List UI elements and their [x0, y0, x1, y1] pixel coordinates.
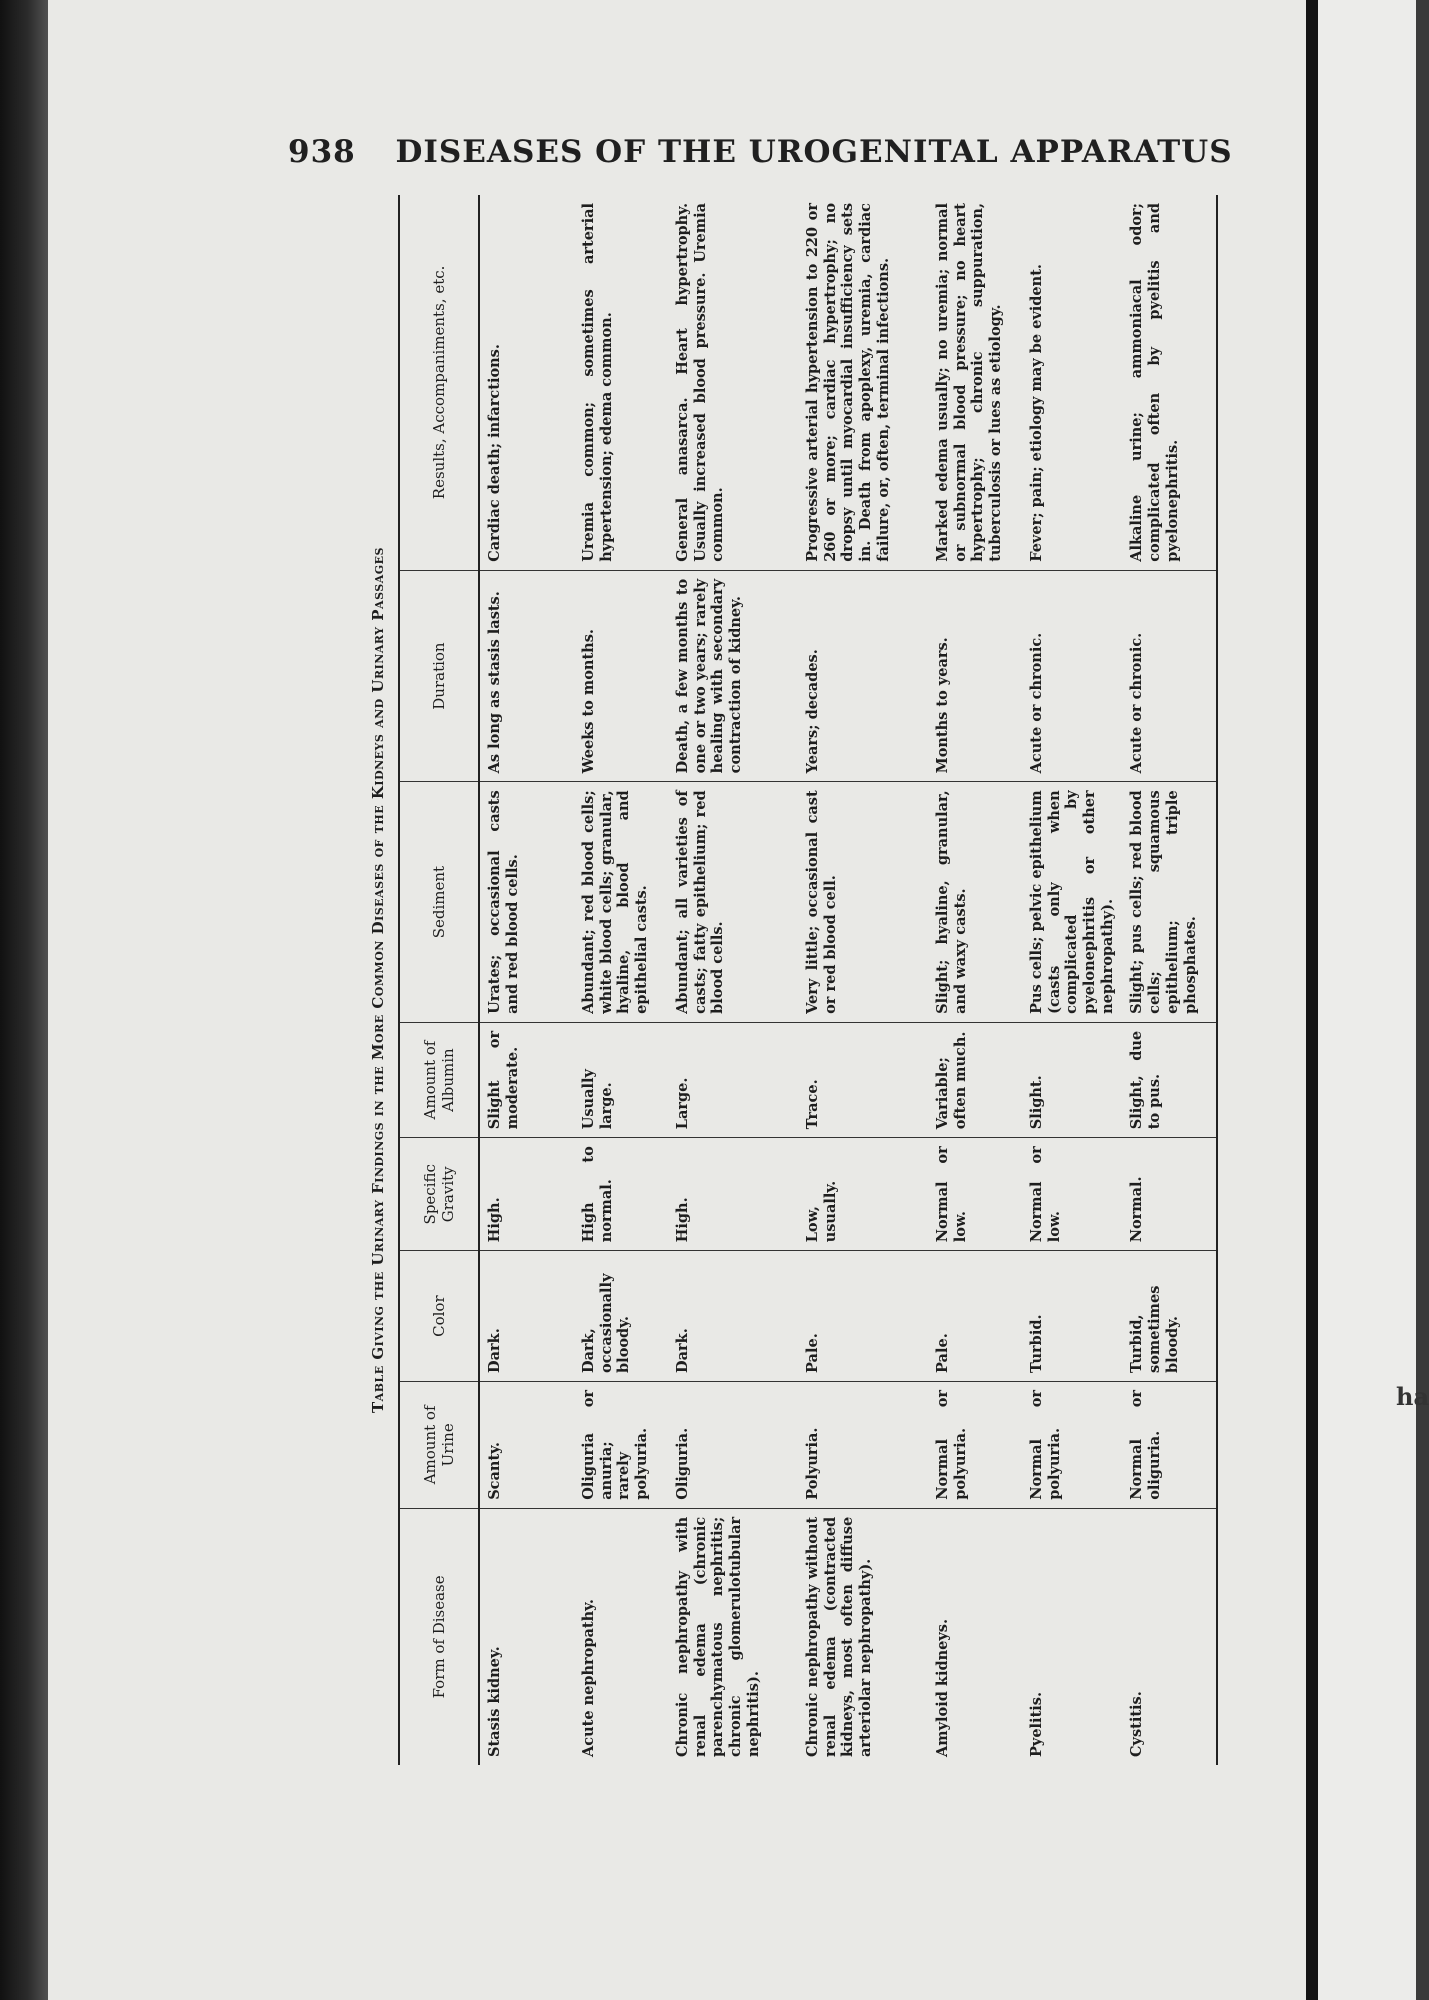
running-header	[288, 134, 1233, 170]
cell-color: Turbid.	[1022, 1251, 1122, 1382]
table-header-row	[399, 195, 479, 1765]
urinary-findings-table	[398, 195, 1218, 1765]
cell-specific-gravity: Low, usually.	[798, 1138, 928, 1251]
book-spine-shadow	[0, 0, 50, 2000]
cell-specific-gravity: Normal.	[1122, 1138, 1217, 1251]
cell-duration: Death, a few months to one or two years; rarely healing with secondary contraction of kidney.	[668, 570, 798, 782]
cell-amount-of-albumin: Slight, due to pus.	[1122, 1022, 1217, 1137]
cell-amount-of-urine: Normal or polyuria.	[1022, 1381, 1122, 1508]
cell-specific-gravity: High to normal.	[574, 1138, 668, 1251]
cell-form-of-disease: Acute nephropathy.	[580, 1599, 597, 1757]
cell-amount-of-urine: Polyuria.	[798, 1381, 928, 1508]
cell-specific-gravity: High.	[479, 1138, 574, 1251]
cell-results: Fever; pain; etiology may be evident.	[1022, 195, 1122, 570]
table-row	[798, 195, 928, 1765]
header-form-of-disease: Form of Disease	[399, 1508, 479, 1765]
header-sediment: Sediment	[399, 782, 479, 1023]
cell-specific-gravity: Normal or low.	[1022, 1138, 1122, 1251]
cell-color: Pale.	[928, 1251, 1022, 1382]
cell-amount-of-urine: Normal or polyuria.	[928, 1381, 1022, 1508]
table-row	[1122, 195, 1217, 1765]
cell-color: Dark, occasionally bloody.	[574, 1251, 668, 1382]
cell-amount-of-albumin: Usually large.	[574, 1022, 668, 1137]
cell-form-of-disease: Cystitis.	[1128, 1691, 1146, 1757]
cell-color: Dark.	[668, 1251, 798, 1382]
cell-sediment: Abundant; red blood cells; white blood cells; granular, hyaline, blood and epithelial casts.	[574, 782, 668, 1023]
header-results: Results, Accompaniments, etc.	[399, 195, 479, 570]
cell-sediment: Very little; occasional cast or red blood cell.	[798, 782, 928, 1023]
cell-form-of-disease: Chronic nephropathy without renal edema (contracted kidneys, most often diffuse arteriolar nephropathy).	[804, 1516, 875, 1757]
cell-amount-of-albumin: Large.	[668, 1022, 798, 1137]
cell-results: Alkaline urine; ammoniacal odor; complicated often by pyelitis and pyelonephritis.	[1122, 195, 1217, 570]
running-head-title: DISEASES OF THE UROGENITAL APPARATUS	[395, 134, 1233, 170]
cell-color: Turbid, sometimes bloody.	[1122, 1251, 1217, 1382]
header-specific-gravity: Specific Gravity	[399, 1138, 479, 1251]
cell-specific-gravity: Normal or low.	[928, 1138, 1022, 1251]
cell-form-of-disease: Amyloid kidneys.	[934, 1619, 951, 1757]
cell-duration: Years; decades.	[798, 570, 928, 782]
cell-color: Pale.	[798, 1251, 928, 1382]
cell-results: Uremia common; sometimes arterial hypertension; edema common.	[574, 195, 668, 570]
cell-color: Dark.	[479, 1251, 574, 1382]
cell-duration: Acute or chronic.	[1122, 570, 1217, 782]
cell-amount-of-urine: Oliguria.	[668, 1381, 798, 1508]
table-row	[574, 195, 668, 1765]
table-caption: Table Giving the Urinary Findings in the More Common Diseases of the Kidneys and Urinary Passages	[369, 547, 387, 1413]
cell-duration: As long as stasis lasts.	[479, 570, 574, 782]
cell-form-of-disease: Stasis kidney.	[486, 1646, 503, 1757]
cell-duration: Weeks to months.	[574, 570, 668, 782]
cell-amount-of-urine: Oliguria or anuria; rarely polyuria.	[574, 1381, 668, 1508]
header-amount-of-urine: Amount of Urine	[399, 1381, 479, 1508]
cell-form-of-disease: Pyelitis.	[1028, 1692, 1045, 1757]
cell-amount-of-urine: Normal or oliguria.	[1122, 1381, 1217, 1508]
cell-amount-of-albumin: Variable; often much.	[928, 1022, 1022, 1137]
table-row	[928, 195, 1022, 1765]
cell-sediment: Slight; pus cells; red blood cells; squamous epithelium; triple phosphates.	[1122, 782, 1217, 1023]
cell-sediment: Pus cells; pelvic epithelium (casts only when complicated by pyelonephritis or other nephropathy).	[1022, 782, 1122, 1023]
cell-results: Marked edema usually; no uremia; normal or subnormal blood pressure; no heart hypertrophy; chronic suppuration, tuberculosis or lues as etiology.	[928, 195, 1022, 570]
cell-results: Progressive arterial hypertension to 220 or 260 or more; cardiac hypertrophy; no dropsy until myocardial insufficiency sets in. Death from apoplexy, uremia, cardiac failure, or, often, terminal infections.	[798, 195, 928, 570]
table-row	[668, 195, 798, 1765]
facing-page	[1318, 0, 1416, 2000]
cell-amount-of-albumin: Slight.	[1022, 1022, 1122, 1137]
cell-results: Cardiac death; infarctions.	[479, 195, 574, 570]
cell-duration: Acute or chronic.	[1022, 570, 1122, 782]
cell-form-of-disease: Chronic nephropathy with renal edema (chronic parenchymatous nephritis; chronic glomerulotubular nephritis).	[674, 1516, 762, 1757]
cell-results: General anasarca. Heart hypertrophy. Usually increased blood pressure. Uremia common.	[668, 195, 798, 570]
page-number: 938	[288, 134, 356, 170]
cell-amount-of-urine: Scanty.	[479, 1381, 574, 1508]
rotated-table-block	[358, 195, 1199, 1765]
header-color: Color	[399, 1251, 479, 1382]
facing-page-text-fragment: ha	[1396, 1382, 1429, 1411]
cell-specific-gravity: High.	[668, 1138, 798, 1251]
cell-amount-of-albumin: Trace.	[798, 1022, 928, 1137]
header-duration: Duration	[399, 570, 479, 782]
table-row	[479, 195, 574, 1765]
cell-sediment: Slight; hyaline, granular, and waxy casts.	[928, 782, 1022, 1023]
table-row	[1022, 195, 1122, 1765]
cell-duration: Months to years.	[928, 570, 1022, 782]
header-amount-of-albumin: Amount of Albumin	[399, 1022, 479, 1137]
cell-sediment: Abundant; all varieties of casts; fatty epithelium; red blood cells.	[668, 782, 798, 1023]
cell-sediment: Urates; occasional casts and red blood cells.	[479, 782, 574, 1023]
cell-amount-of-albumin: Slight or moderate.	[479, 1022, 574, 1137]
